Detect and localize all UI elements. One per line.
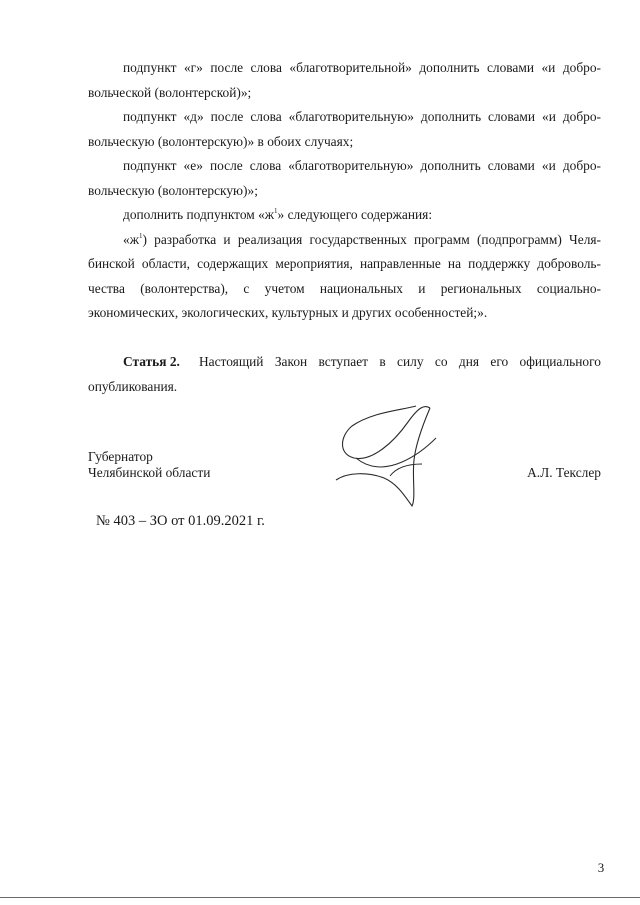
paragraph-zh1-line4: экономических, экологических, культурных и других особенностей;». [88, 305, 488, 320]
zh1-text-a: «ж [123, 232, 139, 247]
article-2-line2: опубликования. [88, 379, 178, 394]
add-subitem-text-a: дополнить подпунктом «ж [123, 207, 275, 222]
law-number: № 403 – ЗО от 01.09.2021 г. [96, 513, 265, 529]
superscript-one: 1 [274, 206, 278, 215]
paragraph-zh1-line3: чества (волонтерства), с учетом национальных и региональных социально- [88, 281, 601, 296]
superscript-one: 1 [138, 231, 143, 240]
add-subitem-text-b: » следующего содержания: [277, 207, 433, 222]
signatory-title-line2: Челябинской области [88, 465, 211, 480]
paragraph-podpunkt-e-line1: подпункт «е» после слова «благотворительную» дополнить словами «и добро- [123, 158, 601, 173]
article-2-label: Статья 2. [123, 354, 180, 369]
paragraph-podpunkt-g-line1: подпункт «г» после слова «благотворительной» дополнить словами «и добро- [123, 60, 601, 75]
paragraph-podpunkt-d-line2: вольческую (волонтерскую)» в обоих случаях; [88, 134, 354, 149]
article-2-line1 [123, 354, 601, 370]
handwritten-signature [332, 398, 444, 508]
paragraph-podpunkt-g-line2: вольческой (волонтерской)»; [88, 85, 252, 100]
signatory-title-line1: Губернатор [88, 449, 153, 464]
zh1-text-b: ) разработка и реализация государственных программ (подпрограмм) Челя- [142, 232, 601, 247]
page-number: 3 [597, 860, 605, 875]
paragraph-zh1-line1 [123, 232, 601, 248]
paragraph-podpunkt-e-line2: вольческую (волонтерскую)»; [88, 183, 258, 198]
signatory-name: А.Л. Текслер [527, 465, 601, 480]
paragraph-zh1-line2: бинской области, содержащих мероприятия, направленные на поддержку доброволь- [88, 256, 601, 271]
page-bottom-border [0, 897, 640, 898]
paragraph-podpunkt-d-line1: подпункт «д» после слова «благотворительную» дополнить словами «и добро- [123, 109, 601, 124]
paragraph-add-subitem [123, 207, 601, 223]
article-2-text: Настоящий Закон вступает в силу со дня его официального [199, 354, 601, 369]
